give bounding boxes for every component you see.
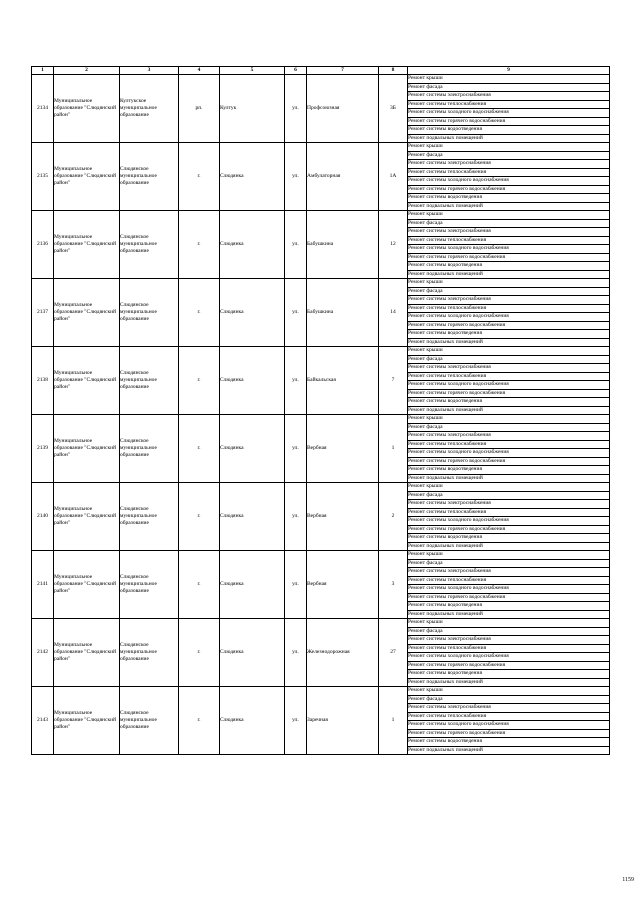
repair-work-item: Ремонт подвальных помещений	[408, 474, 610, 483]
house-number-cell: 14	[379, 279, 408, 347]
repair-work-item: Ремонт крыши	[408, 687, 610, 696]
repair-work-item: Ремонт крыши	[408, 143, 610, 152]
repair-work-item: Ремонт системы электроснабжения	[408, 92, 610, 101]
repair-work-item: Ремонт системы водоотведения	[408, 670, 610, 679]
repair-work-item: Ремонт системы водоотведения	[408, 602, 610, 611]
locality-cell: Слюдянка	[220, 347, 285, 415]
settlement-cell: Слюдянское муниципальное образование	[120, 211, 179, 279]
repair-work-item: Ремонт системы электроснабжения	[408, 568, 610, 577]
repair-work-item: Ремонт системы горячего водоснабжения	[408, 389, 610, 398]
house-number-cell: 12	[379, 211, 408, 279]
repair-work-item: Ремонт подвальных помещений	[408, 338, 610, 347]
street-type-cell: ул.	[285, 347, 307, 415]
repair-work-item: Ремонт системы водоотведения	[408, 466, 610, 475]
municipality-cell: Муниципальное образование "Слюдянский район"	[54, 415, 120, 483]
repair-work-item: Ремонт крыши	[408, 211, 610, 220]
column-header: 5	[220, 67, 285, 75]
repair-work-item: Ремонт крыши	[408, 347, 610, 356]
page-number: 1159	[622, 877, 634, 883]
street-type-cell: ул.	[285, 143, 307, 211]
repair-work-item: Ремонт системы холодного водоснабжения	[408, 517, 610, 526]
street-cell: Вербная	[307, 415, 379, 483]
municipality-cell: Муниципальное образование "Слюдянский район"	[54, 483, 120, 551]
repair-work-item: Ремонт фасада	[408, 423, 610, 432]
column-header: 3	[120, 67, 179, 75]
street-cell: Байкальская	[307, 347, 379, 415]
repair-work-item: Ремонт фасада	[408, 355, 610, 364]
repair-work-item: Ремонт фасада	[408, 287, 610, 296]
repair-work-item: Ремонт системы электроснабжения	[408, 296, 610, 305]
repair-work-item: Ремонт системы холодного водоснабжения	[408, 585, 610, 594]
repair-work-item: Ремонт подвальных помещений	[408, 678, 610, 687]
locality-type-cell: г.	[179, 687, 220, 755]
repair-work-item: Ремонт системы горячего водоснабжения	[408, 185, 610, 194]
street-cell: Заречная	[307, 687, 379, 755]
repair-work-item: Ремонт системы электроснабжения	[408, 704, 610, 713]
street-type-cell: ул.	[285, 551, 307, 619]
repair-work-item: Ремонт системы теплоснабжения	[408, 576, 610, 585]
settlement-cell: Слюдянское муниципальное образование	[120, 347, 179, 415]
locality-type-cell: г.	[179, 279, 220, 347]
repair-work-item: Ремонт системы теплоснабжения	[408, 168, 610, 177]
header-row	[32, 67, 610, 75]
locality-type-cell: г.	[179, 619, 220, 687]
repair-work-item: Ремонт крыши	[408, 551, 610, 560]
repair-work-item: Ремонт фасада	[408, 559, 610, 568]
repair-work-item: Ремонт крыши	[408, 279, 610, 288]
repair-work-item: Ремонт подвальных помещений	[408, 270, 610, 279]
column-header: 4	[179, 67, 220, 75]
street-type-cell: ул.	[285, 619, 307, 687]
house-number-cell: 3	[379, 551, 408, 619]
locality-cell: Слюдянка	[220, 687, 285, 755]
repair-work-item: Ремонт подвальных помещений	[408, 202, 610, 211]
locality-cell: Слюдянка	[220, 551, 285, 619]
table-row	[32, 483, 610, 492]
repair-work-item: Ремонт системы горячего водоснабжения	[408, 661, 610, 670]
repair-work-item: Ремонт системы электроснабжения	[408, 228, 610, 237]
municipality-cell: Муниципальное образование "Слюдянский район"	[54, 211, 120, 279]
table-row	[32, 619, 610, 628]
repair-work-item: Ремонт системы электроснабжения	[408, 432, 610, 441]
repair-work-item: Ремонт системы теплоснабжения	[408, 644, 610, 653]
house-number-cell: 1А	[379, 143, 408, 211]
locality-type-cell: г.	[179, 143, 220, 211]
repair-work-item: Ремонт системы водоотведения	[408, 126, 610, 135]
column-header: 1	[32, 67, 54, 75]
repair-work-item: Ремонт системы электроснабжения	[408, 364, 610, 373]
repair-work-item: Ремонт системы теплоснабжения	[408, 236, 610, 245]
repair-work-item: Ремонт крыши	[408, 619, 610, 628]
table-row	[32, 415, 610, 424]
locality-cell: Слюдянка	[220, 211, 285, 279]
record-number: 2139	[32, 415, 54, 483]
street-type-cell: ул.	[285, 279, 307, 347]
repair-work-item: Ремонт системы водоотведения	[408, 262, 610, 271]
record-number: 2134	[32, 75, 54, 143]
house-number-cell: 7	[379, 347, 408, 415]
settlement-cell: Слюдянское муниципальное образование	[120, 483, 179, 551]
repair-work-item: Ремонт системы горячего водоснабжения	[408, 457, 610, 466]
repair-work-item: Ремонт системы теплоснабжения	[408, 508, 610, 517]
table-row	[32, 279, 610, 288]
settlement-cell: Култукское муниципальное образование	[120, 75, 179, 143]
municipality-cell: Муниципальное образование "Слюдянский район"	[54, 619, 120, 687]
settlement-cell: Слюдянское муниципальное образование	[120, 551, 179, 619]
repair-work-item: Ремонт системы холодного водоснабжения	[408, 721, 610, 730]
repair-work-item: Ремонт подвальных помещений	[408, 406, 610, 415]
repair-work-item: Ремонт подвальных помещений	[408, 134, 610, 143]
repair-work-item: Ремонт подвальных помещений	[408, 542, 610, 551]
settlement-cell: Слюдянское муниципальное образование	[120, 619, 179, 687]
house-number-cell: 27	[379, 619, 408, 687]
table-row	[32, 75, 610, 84]
street-cell: Вербная	[307, 483, 379, 551]
repair-work-item: Ремонт системы холодного водоснабжения	[408, 245, 610, 254]
repair-work-item: Ремонт системы горячего водоснабжения	[408, 729, 610, 738]
street-type-cell: ул.	[285, 687, 307, 755]
record-number: 2140	[32, 483, 54, 551]
repair-work-item: Ремонт подвальных помещений	[408, 610, 610, 619]
street-type-cell: ул.	[285, 415, 307, 483]
repair-work-item: Ремонт системы горячего водоснабжения	[408, 525, 610, 534]
repair-work-item: Ремонт системы теплоснабжения	[408, 712, 610, 721]
locality-type-cell: г.	[179, 483, 220, 551]
column-header: 2	[54, 67, 120, 75]
repair-work-item: Ремонт системы горячего водоснабжения	[408, 593, 610, 602]
street-type-cell: ул.	[285, 75, 307, 143]
repair-work-item: Ремонт фасада	[408, 695, 610, 704]
column-header: 9	[408, 67, 610, 75]
settlement-cell: Слюдянское муниципальное образование	[120, 143, 179, 211]
house-number-cell: 1	[379, 415, 408, 483]
repair-work-item: Ремонт системы электроснабжения	[408, 160, 610, 169]
street-cell: Железнодорожная	[307, 619, 379, 687]
municipality-cell: Муниципальное образование "Слюдянский район"	[54, 551, 120, 619]
street-type-cell: ул.	[285, 211, 307, 279]
repair-work-item: Ремонт системы холодного водоснабжения	[408, 381, 610, 390]
repair-work-item: Ремонт системы теплоснабжения	[408, 100, 610, 109]
repair-work-item: Ремонт крыши	[408, 415, 610, 424]
locality-type-cell: г.	[179, 551, 220, 619]
record-number: 2135	[32, 143, 54, 211]
locality-cell: Слюдянка	[220, 143, 285, 211]
locality-cell: Слюдянка	[220, 415, 285, 483]
locality-type-cell: г.	[179, 347, 220, 415]
record-number: 2137	[32, 279, 54, 347]
table-row	[32, 211, 610, 220]
repair-work-item: Ремонт системы горячего водоснабжения	[408, 253, 610, 262]
repair-work-item: Ремонт системы горячего водоснабжения	[408, 117, 610, 126]
column-header: 6	[285, 67, 307, 75]
repair-work-item: Ремонт системы горячего водоснабжения	[408, 321, 610, 330]
repair-work-item: Ремонт системы холодного водоснабжения	[408, 653, 610, 662]
table-row	[32, 347, 610, 356]
locality-type-cell: рп.	[179, 75, 220, 143]
street-cell: Амбулаторная	[307, 143, 379, 211]
table-row	[32, 551, 610, 560]
street-cell: Профсоюзная	[307, 75, 379, 143]
table-row	[32, 687, 610, 696]
column-header: 8	[379, 67, 408, 75]
locality-cell: Слюдянка	[220, 279, 285, 347]
street-type-cell: ул.	[285, 483, 307, 551]
settlement-cell: Слюдянское муниципальное образование	[120, 687, 179, 755]
municipality-cell: Муниципальное образование "Слюдянский район"	[54, 75, 120, 143]
repair-work-item: Ремонт системы водоотведения	[408, 738, 610, 747]
record-number: 2136	[32, 211, 54, 279]
settlement-cell: Слюдянское муниципальное образование	[120, 415, 179, 483]
repair-work-item: Ремонт фасада	[408, 151, 610, 160]
municipality-cell: Муниципальное образование "Слюдянский район"	[54, 347, 120, 415]
record-number: 2143	[32, 687, 54, 755]
repair-work-item: Ремонт крыши	[408, 75, 610, 84]
repair-work-item: Ремонт системы холодного водоснабжения	[408, 449, 610, 458]
settlement-cell: Слюдянское муниципальное образование	[120, 279, 179, 347]
column-header: 7	[307, 67, 379, 75]
repair-work-item: Ремонт фасада	[408, 627, 610, 636]
locality-type-cell: г.	[179, 415, 220, 483]
municipality-cell: Муниципальное образование "Слюдянский район"	[54, 279, 120, 347]
capital-repair-table	[31, 66, 610, 755]
repair-work-item: Ремонт системы холодного водоснабжения	[408, 109, 610, 118]
municipality-cell: Муниципальное образование "Слюдянский район"	[54, 687, 120, 755]
repair-work-item: Ремонт фасада	[408, 491, 610, 500]
house-number-cell: 3Б	[379, 75, 408, 143]
repair-work-item: Ремонт системы водоотведения	[408, 398, 610, 407]
repair-work-item: Ремонт крыши	[408, 483, 610, 492]
street-cell: Бабушкина	[307, 211, 379, 279]
table-body	[32, 75, 610, 755]
municipality-cell: Муниципальное образование "Слюдянский район"	[54, 143, 120, 211]
locality-type-cell: г.	[179, 211, 220, 279]
repair-work-item: Ремонт фасада	[408, 219, 610, 228]
repair-work-item: Ремонт системы водоотведения	[408, 330, 610, 339]
street-cell: Бабушкина	[307, 279, 379, 347]
table-row	[32, 143, 610, 152]
repair-work-item: Ремонт системы водоотведения	[408, 534, 610, 543]
repair-work-item: Ремонт фасада	[408, 83, 610, 92]
record-number: 2138	[32, 347, 54, 415]
locality-cell: Слюдянка	[220, 619, 285, 687]
locality-cell: Култук	[220, 75, 285, 143]
repair-work-item: Ремонт системы холодного водоснабжения	[408, 313, 610, 322]
repair-work-item: Ремонт системы теплоснабжения	[408, 304, 610, 313]
repair-work-item: Ремонт системы холодного водоснабжения	[408, 177, 610, 186]
street-cell: Вербная	[307, 551, 379, 619]
repair-work-item: Ремонт системы водоотведения	[408, 194, 610, 203]
repair-work-item: Ремонт системы электроснабжения	[408, 500, 610, 509]
house-number-cell: 2	[379, 483, 408, 551]
house-number-cell: 1	[379, 687, 408, 755]
record-number: 2141	[32, 551, 54, 619]
repair-work-item: Ремонт системы теплоснабжения	[408, 372, 610, 381]
repair-work-item: Ремонт системы теплоснабжения	[408, 440, 610, 449]
record-number: 2142	[32, 619, 54, 687]
repair-work-item: Ремонт системы электроснабжения	[408, 636, 610, 645]
repair-work-item: Ремонт подвальных помещений	[408, 746, 610, 755]
locality-cell: Слюдянка	[220, 483, 285, 551]
